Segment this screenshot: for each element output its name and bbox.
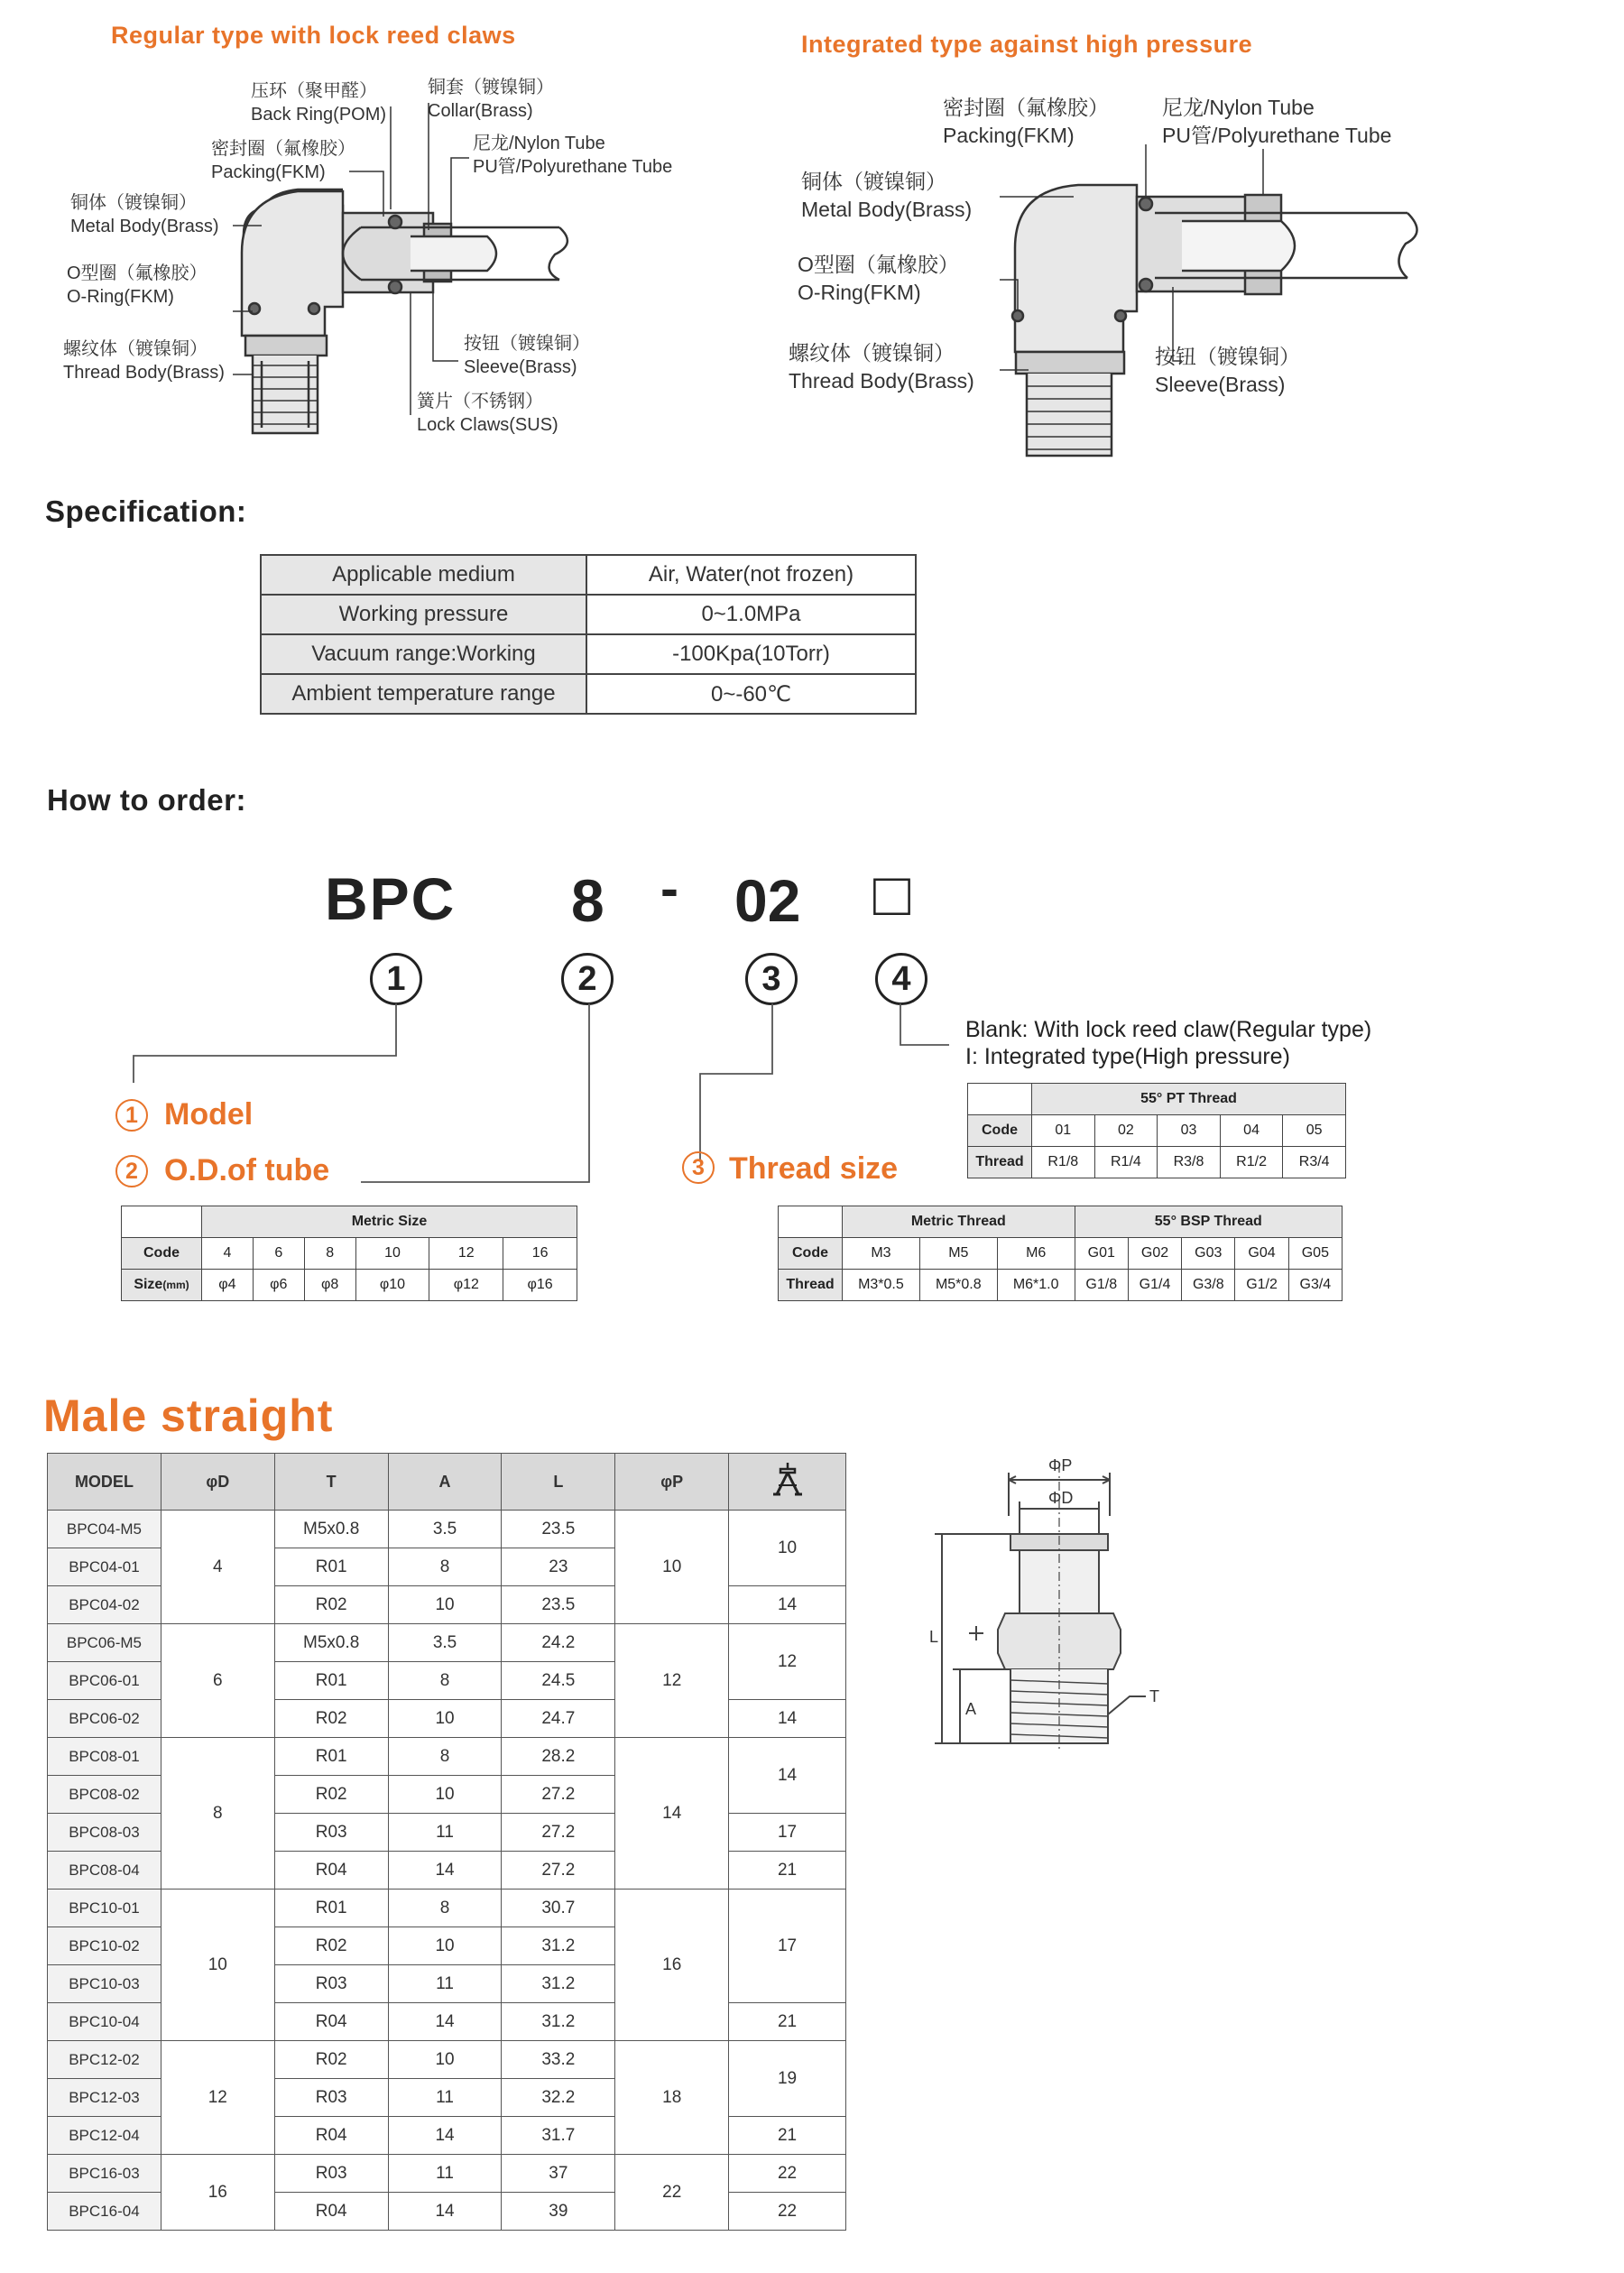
dim-p-label: ΦP (1048, 1456, 1073, 1474)
table-row (48, 2155, 846, 2193)
spec-row: Working pressure 0~1.0MPa (261, 595, 916, 634)
cell-l: 27.2 (502, 1852, 615, 1890)
cell-model: BPC06-01 (48, 1662, 161, 1700)
metric-size-table: Metric Size Code 4 6 8 10 12 16 Size(mm) φ4 φ6 φ8 φ10 φ12 φ16 (121, 1206, 577, 1301)
cell-model: BPC10-02 (48, 1927, 161, 1965)
cell-model: BPC10-03 (48, 1965, 161, 2003)
col-t: T (274, 1454, 388, 1511)
label-o-ring-integrated: O型圈（氟橡胶） O-Ring(FKM) (798, 253, 959, 304)
cell-hex: 21 (729, 2117, 846, 2155)
cell-t: R02 (274, 1586, 388, 1624)
cell-t: R02 (274, 1927, 388, 1965)
integrated-type-title: Integrated type against high pressure (801, 31, 1253, 58)
item-1-circle: 1 (115, 1099, 148, 1132)
cell-d: 4 (161, 1511, 274, 1624)
item-2-circle: 2 (115, 1155, 148, 1187)
cell-t: R03 (274, 2079, 388, 2117)
cell-a: 8 (388, 1662, 502, 1700)
cell-l: 24.2 (502, 1624, 615, 1662)
cell-hex: 19 (729, 2041, 846, 2117)
pt-thread-title: 55° PT Thread (1032, 1084, 1346, 1115)
thread-size-table: Metric Thread 55° BSP Thread Code M3 M5 M6 G01 G02 G03 G04 G05 Thread M3*0.5 M5*0.8 M6*1.0 G1/8 G1/4 G3/8 G1/2 G3/4 (778, 1206, 1343, 1301)
cell-model: BPC04-02 (48, 1586, 161, 1624)
cell-a: 11 (388, 1965, 502, 2003)
cell-p: 22 (615, 2155, 729, 2231)
table-row (48, 1738, 846, 1776)
cell-p: 14 (615, 1738, 729, 1890)
cell-t: R01 (274, 1890, 388, 1927)
cell-l: 31.2 (502, 1965, 615, 2003)
cell-a: 3.5 (388, 1511, 502, 1548)
order-code-thread: 02 (734, 867, 801, 934)
col-l: L (502, 1454, 615, 1511)
table-row (48, 2041, 846, 2079)
male-straight-body (48, 1511, 846, 2231)
order-number-4: 4 (875, 953, 927, 1005)
cell-t: R02 (274, 1776, 388, 1814)
order-code-od: 8 (571, 867, 604, 934)
cell-l: 23.5 (502, 1586, 615, 1624)
cell-l: 39 (502, 2193, 615, 2231)
label-thread-body: 螺纹体（镀镍铜） Thread Body(Brass) (63, 339, 225, 383)
cell-d: 12 (161, 2041, 274, 2155)
cell-l: 23 (502, 1548, 615, 1586)
cell-a: 10 (388, 1927, 502, 1965)
cell-model: BPC12-02 (48, 2041, 161, 2079)
cell-l: 28.2 (502, 1738, 615, 1776)
cell-t: R03 (274, 1814, 388, 1852)
label-nylon-tube-integrated: 尼龙/Nylon Tube PU管/Polyurethane Tube (1162, 96, 1392, 147)
item-3-circle: 3 (682, 1151, 715, 1184)
cell-a: 14 (388, 2003, 502, 2041)
order-code-box: □ (873, 860, 911, 929)
table-row (48, 1890, 846, 1927)
cell-a: 11 (388, 1814, 502, 1852)
cell-hex: 21 (729, 2003, 846, 2041)
label-thread-body-integrated: 螺纹体（镀镍铜） Thread Body(Brass) (789, 341, 974, 393)
cell-t: R04 (274, 1852, 388, 1890)
cell-t: R01 (274, 1548, 388, 1586)
cell-model: BPC12-03 (48, 2079, 161, 2117)
order-number-3: 3 (745, 953, 798, 1005)
cell-l: 23.5 (502, 1511, 615, 1548)
cell-model: BPC04-01 (48, 1548, 161, 1586)
cell-hex: 14 (729, 1738, 846, 1814)
cell-p: 12 (615, 1624, 729, 1738)
cell-a: 10 (388, 2041, 502, 2079)
cell-l: 31.7 (502, 2117, 615, 2155)
col-model: MODEL (48, 1454, 161, 1511)
col-a: A (388, 1454, 502, 1511)
cell-hex: 22 (729, 2155, 846, 2193)
cell-t: R02 (274, 1700, 388, 1738)
label-packing: 密封圈（氟橡胶） Packing(FKM) (211, 139, 355, 182)
table-row (48, 1511, 846, 1548)
item-od-label: O.D.of tube (164, 1153, 330, 1187)
label-nylon-tube: 尼龙/Nylon Tube PU管/Polyurethane Tube (473, 134, 673, 177)
col-p: φP (615, 1454, 729, 1511)
cell-hex: 17 (729, 1814, 846, 1852)
cell-l: 32.2 (502, 2079, 615, 2117)
cell-t: M5x0.8 (274, 1624, 388, 1662)
dim-a-label: A (965, 1700, 977, 1718)
cell-hex: 12 (729, 1624, 846, 1700)
cell-t: R04 (274, 2193, 388, 2231)
label-lock-claws: 簧片（不锈钢） Lock Claws(SUS) (417, 392, 558, 435)
label-sleeve-integrated: 按钮（镀镍铜） Sleeve(Brass) (1155, 345, 1300, 396)
cell-d: 8 (161, 1738, 274, 1890)
cell-a: 14 (388, 2193, 502, 2231)
cell-d: 6 (161, 1624, 274, 1738)
cell-l: 24.5 (502, 1662, 615, 1700)
spec-row: Applicable medium Air, Water(not frozen) (261, 555, 916, 595)
cell-a: 8 (388, 1890, 502, 1927)
cell-l: 30.7 (502, 1890, 615, 1927)
cell-a: 11 (388, 2155, 502, 2193)
spec-row: Ambient temperature range 0~-60℃ (261, 674, 916, 714)
how-to-order-heading: How to order: (47, 783, 246, 817)
cell-hex: 17 (729, 1890, 846, 2003)
cell-l: 31.2 (502, 2003, 615, 2041)
cell-l: 37 (502, 2155, 615, 2193)
cell-a: 11 (388, 2079, 502, 2117)
cell-t: R01 (274, 1738, 388, 1776)
cell-model: BPC08-01 (48, 1738, 161, 1776)
cell-l: 24.7 (502, 1700, 615, 1738)
item-model-label: Model (164, 1097, 254, 1132)
order-code-dash: - (660, 858, 678, 919)
male-straight-table (47, 1453, 846, 2231)
cell-d: 10 (161, 1890, 274, 2041)
cell-model: BPC16-03 (48, 2155, 161, 2193)
cell-p: 16 (615, 1890, 729, 2041)
label-packing-integrated: 密封圈（氟橡胶） Packing(FKM) (943, 96, 1109, 147)
cell-t: R04 (274, 2003, 388, 2041)
regular-type-title: Regular type with lock reed claws (111, 22, 516, 49)
cell-d: 16 (161, 2155, 274, 2231)
label-metal-body: 铜体（镀镍铜） Metal Body(Brass) (70, 193, 219, 236)
cell-l: 33.2 (502, 2041, 615, 2079)
cell-model: BPC08-02 (48, 1776, 161, 1814)
cell-l: 31.2 (502, 1927, 615, 1965)
metric-thread-title: Metric Thread (843, 1206, 1075, 1238)
cell-hex: 10 (729, 1511, 846, 1586)
col-hex-wrench (729, 1454, 846, 1511)
cell-hex: 14 (729, 1700, 846, 1738)
cell-model: BPC04-M5 (48, 1511, 161, 1548)
label-sleeve: 按钮（镀镍铜） Sleeve(Brass) (464, 334, 590, 377)
dim-d-label: ΦD (1048, 1489, 1074, 1507)
cell-a: 10 (388, 1586, 502, 1624)
cell-a: 8 (388, 1738, 502, 1776)
wrench-size-icon (768, 1460, 807, 1500)
cell-a: 14 (388, 2117, 502, 2155)
cell-model: BPC12-04 (48, 2117, 161, 2155)
cell-model: BPC08-04 (48, 1852, 161, 1890)
item-thread-size-label: Thread size (729, 1151, 899, 1186)
metric-size-title: Metric Size (202, 1206, 577, 1238)
cell-a: 10 (388, 1776, 502, 1814)
cell-model: BPC08-03 (48, 1814, 161, 1852)
label-back-ring: 压环（聚甲醛） Back Ring(POM) (251, 81, 387, 125)
pt-thread-table: 55° PT Thread Code 01 02 03 04 05 Thread R1/8 R1/4 R3/8 R1/2 R3/4 (967, 1083, 1346, 1178)
male-straight-drawing (929, 1453, 1191, 1751)
label-metal-body-integrated: 铜体（镀镍铜） Metal Body(Brass) (801, 170, 973, 221)
cell-t: R02 (274, 2041, 388, 2079)
cell-t: R03 (274, 2155, 388, 2193)
cell-t: R03 (274, 1965, 388, 2003)
cell-a: 14 (388, 1852, 502, 1890)
label-o-ring: O型圈（氟橡胶） O-Ring(FKM) (67, 263, 208, 307)
spec-row: Vacuum range:Working -100Kpa(10Torr) (261, 634, 916, 674)
bsp-thread-title: 55° BSP Thread (1075, 1206, 1342, 1238)
cell-a: 8 (388, 1548, 502, 1586)
cell-hex: 21 (729, 1852, 846, 1890)
cell-t: R01 (274, 1662, 388, 1700)
cell-model: BPC16-04 (48, 2193, 161, 2231)
cell-hex: 22 (729, 2193, 846, 2231)
col-d: φD (161, 1454, 274, 1511)
order-number-1: 1 (370, 953, 422, 1005)
blank-option-text: Blank: With lock reed claw(Regular type) I: Integrated type(High pressure) (965, 1017, 1372, 1069)
cell-model: BPC10-04 (48, 2003, 161, 2041)
cell-a: 10 (388, 1700, 502, 1738)
male-straight-title: Male straight (43, 1391, 334, 1441)
order-number-2: 2 (561, 953, 614, 1005)
dim-t-label: T (1149, 1687, 1159, 1705)
cell-p: 10 (615, 1511, 729, 1624)
cell-t: M5x0.8 (274, 1511, 388, 1548)
cell-p: 18 (615, 2041, 729, 2155)
cell-hex: 14 (729, 1586, 846, 1624)
order-code-model: BPC (325, 865, 457, 932)
cell-l: 27.2 (502, 1814, 615, 1852)
cell-model: BPC10-01 (48, 1890, 161, 1927)
cell-model: BPC06-02 (48, 1700, 161, 1738)
cell-model: BPC06-M5 (48, 1624, 161, 1662)
label-collar: 铜套（镀镍铜） Collar(Brass) (428, 78, 554, 121)
cell-a: 3.5 (388, 1624, 502, 1662)
specification-heading: Specification: (45, 494, 247, 528)
dim-l-label: L (929, 1628, 939, 1646)
table-row (48, 1624, 846, 1662)
cell-t: R04 (274, 2117, 388, 2155)
cell-l: 27.2 (502, 1776, 615, 1814)
